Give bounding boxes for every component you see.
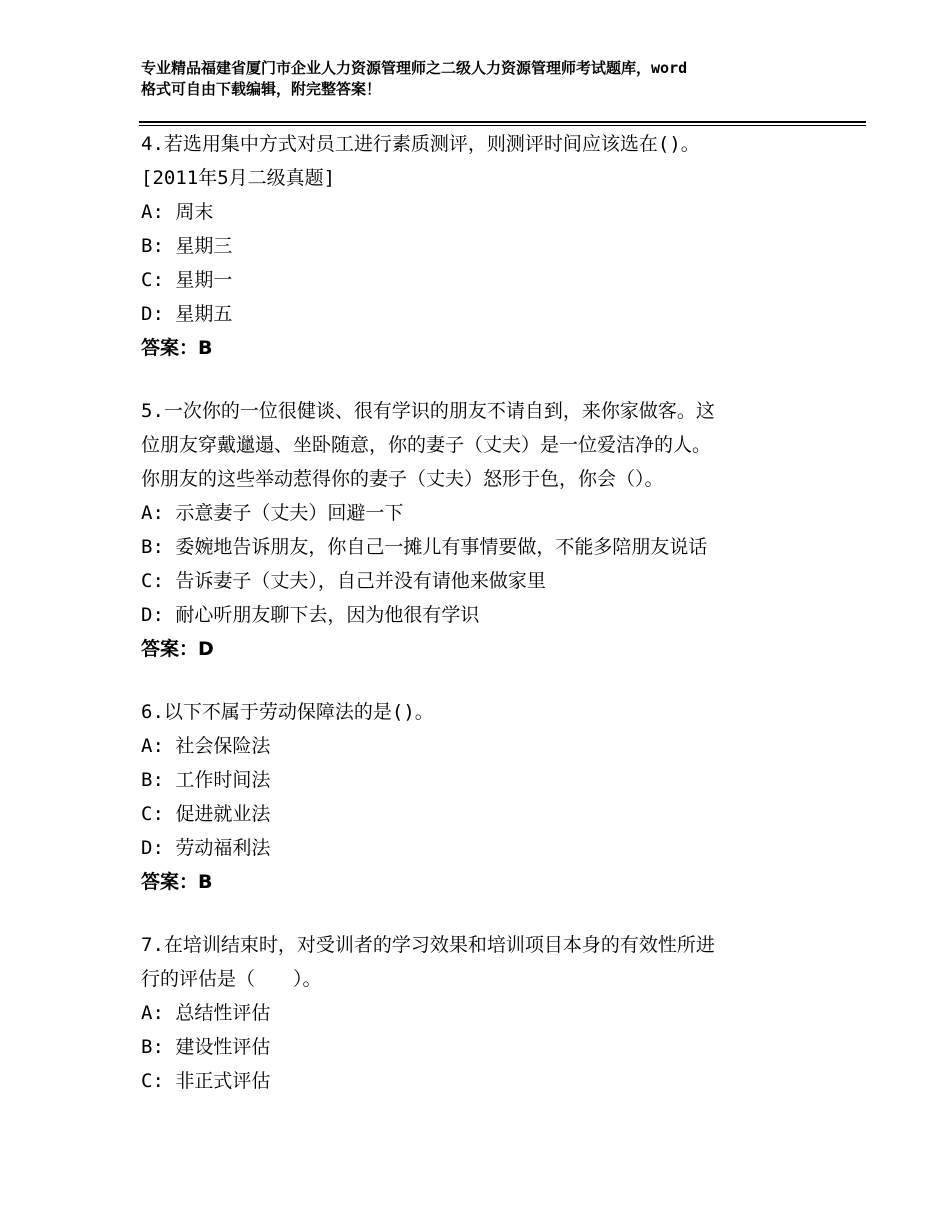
question-stem: 7.在培训结束时，对受训者的学习效果和培训项目本身的有效性所进: [141, 934, 715, 956]
answer-label: 答案：B: [141, 337, 213, 359]
question-4: [141, 127, 841, 365]
question-stem: 5.一次你的一位很健谈、很有学识的朋友不请自到，来你家做客。这: [141, 400, 715, 422]
option-d: D: 劳动福利法: [141, 837, 271, 859]
option-c: C: 星期一: [141, 269, 233, 291]
question-5: [141, 394, 841, 666]
question-7: [141, 928, 841, 1098]
option-a: A: 示意妻子（丈夫）回避一下: [141, 502, 404, 524]
header-divider-thin: [139, 125, 866, 126]
answer-label: 答案：D: [141, 638, 214, 660]
option-d: D: 耐心听朋友聊下去，因为他很有学识: [141, 604, 480, 626]
question-stem-continued: 位朋友穿戴邋遢、坐卧随意，你的妻子（丈夫）是一位爱洁净的人。: [141, 434, 712, 456]
option-a: A: 周末: [141, 201, 214, 223]
option-b: B: 星期三: [141, 235, 233, 257]
question-stem: 4.若选用集中方式对员工进行素质测评，则测评时间应该选在()。: [141, 133, 700, 155]
option-b: B: 建设性评估: [141, 1036, 271, 1058]
document-header: [141, 58, 821, 100]
option-c: C: 非正式评估: [141, 1070, 271, 1092]
option-a: A: 总结性评估: [141, 1002, 271, 1024]
question-stem-continued: 行的评估是（ ）。: [141, 968, 322, 990]
answer-label: 答案：B: [141, 871, 213, 893]
header-divider-thick: [139, 121, 866, 123]
option-c: C: 促进就业法: [141, 803, 271, 825]
question-stem: 6.以下不属于劳动保障法的是()。: [141, 701, 434, 723]
header-line-2: 格式可自由下载编辑，附完整答案！: [141, 80, 382, 98]
option-d: D: 星期五: [141, 303, 233, 325]
question-list: [141, 127, 841, 1127]
question-6: [141, 695, 841, 899]
option-b: B: 工作时间法: [141, 769, 271, 791]
question-stem-continued: 你朋友的这些举动惹得你的妻子（丈夫）怒形于色，你会（）。: [141, 468, 664, 490]
header-line-1: 专业精品福建省厦门市企业人力资源管理师之二级人力资源管理师考试题库，word: [141, 59, 688, 77]
option-c: C: 告诉妻子（丈夫），自己并没有请他来做家里: [141, 570, 546, 592]
option-a: A: 社会保险法: [141, 735, 271, 757]
question-source: [2011年5月二级真题]: [141, 167, 336, 189]
option-b: B: 委婉地告诉朋友，你自己一摊儿有事情要做，不能多陪朋友说话: [141, 536, 708, 558]
